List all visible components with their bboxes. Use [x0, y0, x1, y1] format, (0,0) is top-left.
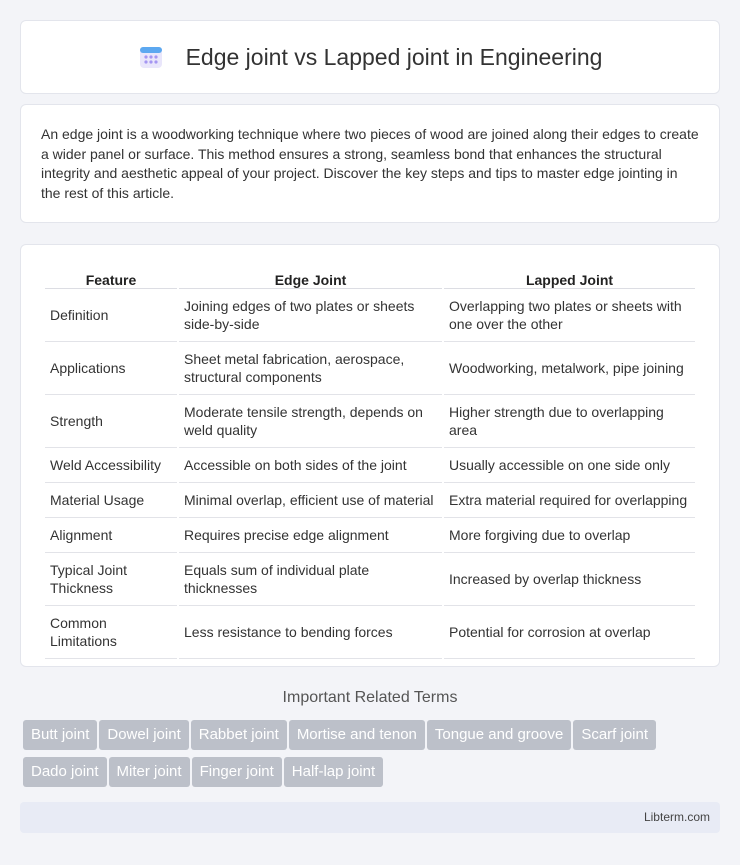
lapped-cell: Extra material required for overlapping — [444, 483, 695, 518]
table-row — [45, 483, 695, 518]
table-row — [45, 448, 695, 483]
lapped-cell: Potential for corrosion at overlap — [444, 606, 695, 659]
footer — [20, 802, 720, 833]
feature-cell: Material Usage — [45, 483, 177, 518]
page-title: Edge joint vs Lapped joint in Engineering — [185, 43, 603, 70]
feature-cell: Strength — [45, 395, 177, 448]
comparison-table-card — [20, 244, 720, 667]
lapped-cell: More forgiving due to overlap — [444, 518, 695, 553]
edge-cell: Equals sum of individual plate thicknesses — [179, 553, 442, 606]
table-row — [45, 395, 695, 448]
table-header-row — [45, 265, 695, 289]
related-terms-title: Important Related Terms — [282, 689, 458, 706]
tag-butt-joint[interactable]: Butt joint — [23, 720, 97, 750]
tag-tongue-and-groove[interactable]: Tongue and groove — [427, 720, 571, 750]
tag-rabbet-joint[interactable]: Rabbet joint — [191, 720, 287, 750]
edge-cell: Accessible on both sides of the joint — [179, 448, 442, 483]
lapped-cell: Increased by overlap thickness — [444, 553, 695, 606]
edge-cell: Minimal overlap, efficient use of material — [179, 483, 442, 518]
lapped-cell: Woodworking, metalwork, pipe joining — [444, 342, 695, 395]
edge-cell: Moderate tensile strength, depends on weld quality — [179, 395, 442, 448]
header-feature: Feature — [45, 265, 177, 289]
table-row — [45, 553, 695, 606]
edge-cell: Less resistance to bending forces — [179, 606, 442, 659]
intro-card — [20, 104, 720, 223]
header-lapped-joint: Lapped Joint — [444, 265, 695, 289]
related-terms-tags — [23, 720, 723, 794]
footer-site-link[interactable]: Libterm.com — [643, 810, 710, 824]
edge-cell: Joining edges of two plates or sheets side-by-side — [179, 289, 442, 342]
header-card — [20, 20, 720, 94]
lapped-cell: Overlapping two plates or sheets with one over the other — [444, 289, 695, 342]
feature-cell: Common Limitations — [45, 606, 177, 659]
tag-miter-joint[interactable]: Miter joint — [109, 757, 190, 787]
edge-cell: Requires precise edge alignment — [179, 518, 442, 553]
comparison-table — [43, 265, 697, 659]
tag-mortise-and-tenon[interactable]: Mortise and tenon — [289, 720, 425, 750]
feature-cell: Weld Accessibility — [45, 448, 177, 483]
tag-dowel-joint[interactable]: Dowel joint — [99, 720, 188, 750]
intro-text: An edge joint is a woodworking technique where two pieces of wood are joined along their edges to create a wider panel or surface. This method ensures a strong, seamless bond that enhances the structural integrity and aesthetic appeal of your project. Discover the key steps and tips to master edge jointing in the rest of this article. — [41, 126, 699, 201]
tag-scarf-joint[interactable]: Scarf joint — [573, 720, 656, 750]
edge-cell: Sheet metal fabrication, aerospace, structural components — [179, 342, 442, 395]
feature-cell: Definition — [45, 289, 177, 342]
tag-finger-joint[interactable]: Finger joint — [192, 757, 282, 787]
feature-cell: Alignment — [45, 518, 177, 553]
feature-cell: Typical Joint Thickness — [45, 553, 177, 606]
table-row — [45, 342, 695, 395]
table-row — [45, 289, 695, 342]
lapped-cell: Usually accessible on one side only — [444, 448, 695, 483]
feature-cell: Applications — [45, 342, 177, 395]
table-row — [45, 606, 695, 659]
tag-half-lap-joint[interactable]: Half-lap joint — [284, 757, 383, 787]
table-row — [45, 518, 695, 553]
lapped-cell: Higher strength due to overlapping area — [444, 395, 695, 448]
tag-dado-joint[interactable]: Dado joint — [23, 757, 107, 787]
calendar-icon — [138, 44, 164, 70]
header-edge-joint: Edge Joint — [179, 265, 442, 289]
